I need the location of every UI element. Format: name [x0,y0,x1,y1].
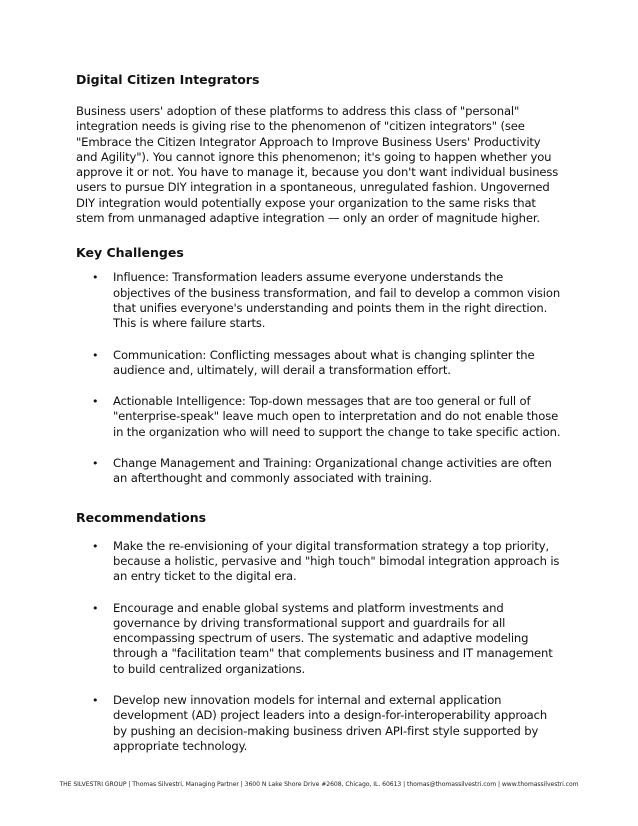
list-item-text: Communication: Conflicting messages about what is changing splinter the audience and, ultimately, will derail a transformation effort. [113,347,535,377]
bullet-icon: • [92,348,99,362]
bullet-icon: • [92,271,99,285]
list-item-text: Encourage and enable global systems and platform investments and governance by driving transformational support and guardrails for all encompassing spectrum of users. The systematic and adaptive modeling through a "facilitation team" that complements business and IT management to build centralized organizations. [113,600,553,676]
list-item [76,539,564,585]
bullet-icon: • [92,457,99,471]
intro-paragraph: Business users' adoption of these platforms to address this class of "personal" integration needs is giving rise to the phenomenon of "citizen integrators" (see "Embrace the Citizen Integrator Approach to Improve Business Users' Productivity and Agility"). You cannot ignore this phenomenon; it's going to happen whether you approve it or not. You have to manage it, because you don't want individual business users to pursue DIY integration in a spontaneous, unregulated fashion. Ungoverned DIY integration would potentially expose your organization to the same risks that stem from unmanaged adaptive integration — only an order of magnitude higher. [76,104,559,226]
bullet-icon: • [92,601,99,615]
bullet-icon: • [92,539,99,553]
list-item-text: Influence: Transformation leaders assume everyone understands the objectives of the business transformation, and fail to develop a common vision that unifies everyone's understanding and points them in the right direction. This is where failure starts. [113,270,561,331]
page-title: Digital Citizen Integrators [76,72,260,87]
recommendations-list [76,539,564,755]
recommendations-heading: Recommendations [76,509,207,525]
bullet-icon: • [92,694,99,708]
key-challenges-list [76,270,564,486]
list-item [76,693,564,754]
document-body [76,72,564,770]
list-item [76,394,564,440]
bullet-icon: • [92,395,99,409]
list-item [76,270,564,331]
list-item [76,348,564,379]
page-footer: THE SILVESTRI GROUP | Thomas Silvestri, Managing Partner | 3600 N Lake Shore Drive #2608, Chicago, IL. 60613 | thomas@thomassilvestri.com | www.thomassilvestri.com [59,781,579,788]
list-item-text: Make the re-envisioning of your digital transformation strategy a top priority, because a holistic, pervasive and "high touch" bimodal integration approach is an entry ticket to the digital era. [113,538,560,584]
key-challenges-heading: Key Challenges [76,245,184,261]
list-item [76,601,564,677]
list-item-text: Actionable Intelligence: Top-down messages that are too general or full of "enterprise-speak" leave much open to interpretation and do not enable those in the organization who will need to support the change to take specific action. [113,394,561,439]
list-item [76,456,564,487]
list-item-text: Change Management and Training: Organizational change activities are often an afterthought and commonly associated with training. [113,456,552,486]
list-item-text: Develop new innovation models for internal and external application development (AD) project leaders into a design-for-interoperability approach by pushing an decision-making business driven API-first style supported by appropriate technology. [113,693,548,753]
